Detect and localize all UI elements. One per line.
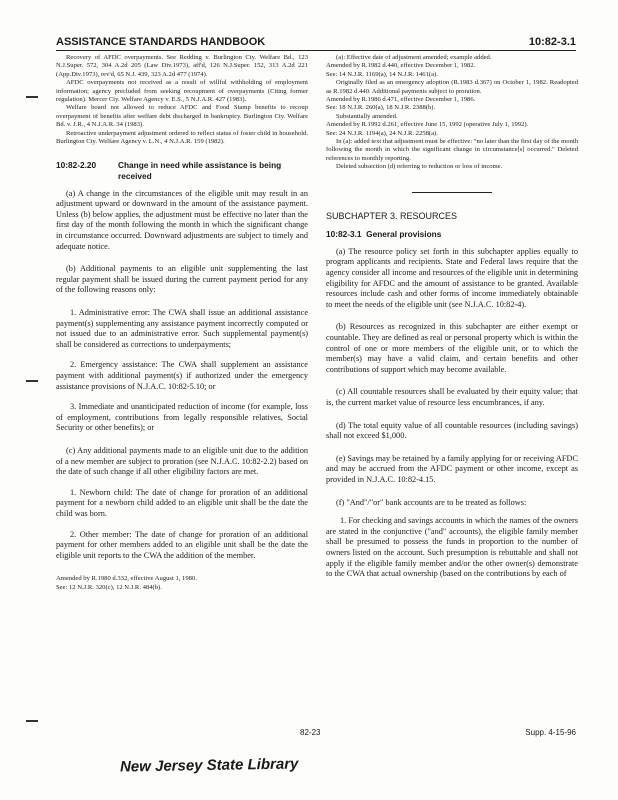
history-note bbox=[56, 575, 308, 592]
history-line: Amended by R.1982 d.440, effective December 1, 1982. bbox=[326, 62, 476, 70]
supplement-date: Supp. 4-15-96 bbox=[525, 728, 576, 737]
case-note: Retroactive underpayment adjustment ordered to reflect status of foster child in household. Burlington Cty. Welfare Agency v. L.N., 4 N.J.A.R. 159 (1982). bbox=[56, 129, 308, 146]
history-line: Amended by R.1992 d.261, effective June 15, 1992 (operative July 1, 1992). bbox=[326, 121, 529, 129]
section-title: Change in need while assistance is being received bbox=[118, 160, 282, 182]
history-line: See: 24 N.J.R. 1194(a), 24 N.J.R. 2258(a). bbox=[326, 129, 438, 137]
section-heading bbox=[56, 160, 308, 181]
section-title: General provisions bbox=[366, 229, 442, 240]
running-header bbox=[56, 36, 576, 51]
case-note: AFDC overpayments not received as a result of willful withholding of employment information; agency precluded from seeking recoupment of overpayments (Citing former regulation). Mercer Cty. Welfare Agency v. E.S., 5 N.J.A.R. 427 (1983). bbox=[56, 79, 308, 104]
section-number: 10:82-3.1 bbox=[326, 229, 362, 240]
history-line: Substantially amended. bbox=[336, 112, 398, 120]
paragraph-c: (c) Any additional payments made to an eligible unit due to the addition of a new member are subject to proration (see N.J.A.C. 10:82-2.2) based on the date of such change if all other eligibility factors are met. bbox=[56, 445, 308, 477]
item-c1: 1. Newborn child: The date of change for proration of an additional payment for a newborn child added to an eligible unit shall be the date the child was born. bbox=[56, 487, 308, 518]
history-line: See: 18 N.J.R. 260(a), 18 N.J.R. 2388(b). bbox=[326, 104, 436, 112]
section-number: 10:82-2.20 bbox=[56, 160, 97, 171]
subchapter-heading: SUBCHAPTER 3. RESOURCES bbox=[326, 210, 458, 221]
item-b3: 3. Immediate and unanticipated reduction of income (for example, loss of employment, contributions from legally responsible relatives, Social Security or other benefits); or bbox=[56, 402, 308, 433]
right-column bbox=[326, 54, 578, 580]
item-f1: 1. For checking and savings accounts in which the names of the owners are stated in the conjunctive ("and" accounts), the eligible family member shall be presumed to possess the funds in proportion to the number of owners listed on the account. Such presumption is rebuttable and shall not apply if the eligible family member and/or the other owner(s) demonstrate to the CWA that actual ownership (based on the contributions by each of bbox=[326, 516, 578, 579]
section-heading bbox=[326, 229, 578, 240]
paragraph-f: (f) "And"/"or" bank accounts are to be treated as follows: bbox=[336, 497, 527, 507]
margin-mark bbox=[26, 96, 38, 98]
header-section-number: 10:82-3.1 bbox=[528, 36, 576, 48]
history-line: See: 14 N.J.R. 1169(a), 14 N.J.R. 1461(a). bbox=[326, 70, 438, 78]
case-notes bbox=[56, 54, 308, 146]
margin-mark bbox=[26, 720, 38, 722]
history-line: Originally filed as an emergency adoption (R.1983 d.367) on October 1, 1982. Readopted as R.1982 d.440. Additional payments subject to proration. bbox=[326, 79, 578, 95]
section-divider bbox=[412, 192, 492, 193]
history-line: In (a): added text that adjustment must be effective: "no later than the first day of the month following the month in which the significant change in circumstance[s] occurred." Deleted references to monthly reporting. bbox=[326, 138, 578, 162]
history-line: Deleted subsection (d) referring to reduction or loss of income. bbox=[336, 163, 503, 171]
amendment-history bbox=[326, 54, 578, 172]
item-b2: 2. Emergency assistance: The CWA shall supplement an assistance payment with additional payment(s) if authorized under the emergency assistance provisions of N.J.A.C. 10:82-5.10; or bbox=[56, 360, 308, 391]
paragraph-a: (a) A change in the circumstances of the eligible unit may result in an adjustment upward or downward in the amount of the assistance payment. Unless (b) below applies, the adjustment must be effective no later than the first day of the month following the month in which the significant change in circumstance occurred. Downward adjustments are subject to timely and adequate notice. bbox=[56, 188, 308, 251]
paragraph-c: (c) All countable resources shall be evaluated by their equity value; that is, the current market value of resource less encumbrances, if any. bbox=[326, 387, 578, 407]
handbook-title: ASSISTANCE STANDARDS HANDBOOK bbox=[56, 36, 266, 48]
history-line: (a): Effective date of adjustment amended; example added. bbox=[336, 54, 492, 61]
item-c2: 2. Other member: The date of change for proration of an additional payment for other members added to an eligible unit shall be the date the eligible unit reports to the CWA the addition of the member. bbox=[56, 529, 308, 560]
page-number: 82-23 bbox=[300, 728, 321, 737]
case-note: Welfare board not allowed to reduce AFDC and Food Stamp benefits to recoup overpayment of benefits after welfare debt discharged in bankruptcy. Burlington Cty. Welfare Bd. v. J.R., 4 N.J.A.R. 34 (1983). bbox=[56, 104, 308, 129]
item-b1: 1. Administrative error: The CWA shall issue an additional assistance payment(s) supplementing any assistance payment incorrectly computed or not issued due to an administrative error. Such supplemental payment(s) shall be considered as corrections to underpayments; bbox=[56, 308, 308, 349]
history-line: Amended by R.1986 d.471, effective December 1, 1986. bbox=[326, 96, 476, 104]
paragraph-a: (a) The resource policy set forth in this subchapter applies equally to program applicants and recipients. State and Federal laws require that the agency consider all income and resources of the eligible unit in determining eligibility for AFDC and the amount of assistance to be granted. Available resources include cash and other forms of income immediately obtainable to meet the needs of the eligible unit (see N.J.A.C. 10:82-4). bbox=[326, 246, 578, 309]
citation-note: See: 12 N.J.R. 320(c), 12 N.J.R. 484(b). bbox=[56, 583, 162, 591]
paragraph-e: (e) Savings may be retained by a family applying for or receiving AFDC and may be accrued from the AFDC payment or other income, except as provided in N.J.A.C. 10:82-4.15. bbox=[326, 453, 578, 484]
paragraph-b: (b) Resources as recognized in this subchapter are either exempt or countable. They are defined as real or personal property which is within the control of one or more members of the eligible unit, or to which the member(s) may have a valid claim, and certain benefits and other contributions of support which may become available. bbox=[326, 322, 578, 374]
margin-mark bbox=[26, 380, 38, 382]
case-note: Recovery of AFDC overpayments. See Redding v. Burlington Cty. Welfare Bd., 123 N.J.Super. 572, 304 A.2d 205 (Law Div.1973), aff'd, 126 N.J.Super. 152, 313 A.2d 221 (App.Div.1973), rev'd, 65 N.J. 439, 323 A.2d 477 (1974). bbox=[56, 54, 308, 78]
paragraph-d: (d) The total equity value of all countable resources (including savings) shall not exceed $1,000. bbox=[326, 420, 578, 441]
amendment-note: Amended by R.1980 d.332, effective August 1, 1980. bbox=[56, 575, 197, 583]
left-column bbox=[56, 54, 308, 592]
library-stamp: New Jersey State Library bbox=[119, 755, 299, 776]
paragraph-b: (b) Additional payments to an eligible unit supplementing the last regular payment shall be issued during the current payment period for any of the following reasons only: bbox=[56, 264, 308, 295]
